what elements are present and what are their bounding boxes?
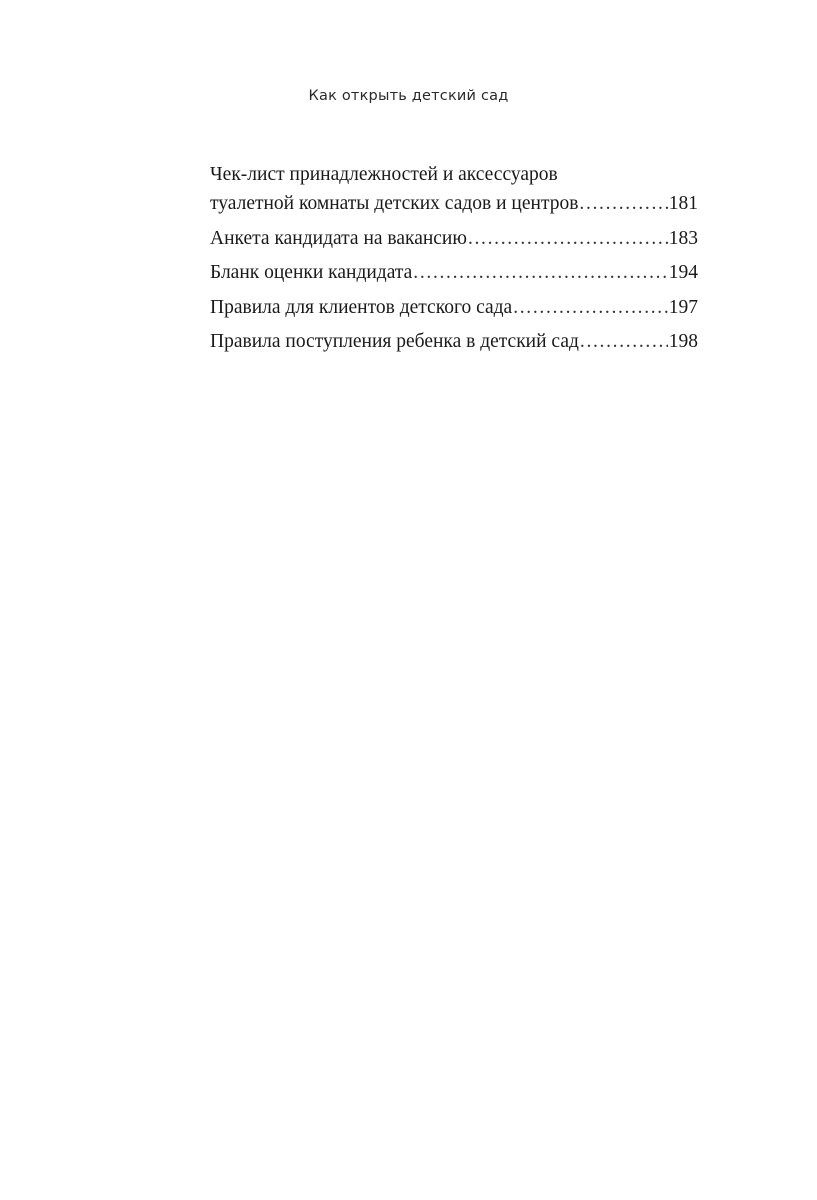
toc-entry-title: Анкета кандидата на вакансию <box>210 227 467 249</box>
toc-entry-page: 194 <box>668 262 698 283</box>
dot-leader <box>580 327 668 356</box>
toc-entry-page: 183 <box>668 227 698 249</box>
running-head: Как открыть детский сад <box>308 88 509 104</box>
toc-entry-title-line: Чек-лист принадлежностей и аксессуаров <box>210 164 558 185</box>
table-of-contents <box>210 160 698 362</box>
toc-entry-title: Правила поступления ребенка в детский сад <box>210 331 579 352</box>
toc-entry[interactable] <box>210 258 698 287</box>
toc-entry-title: Правила для клиентов детского сада <box>210 296 513 318</box>
dot-leader <box>468 224 668 253</box>
dot-leader <box>513 293 668 322</box>
toc-entry-page: 197 <box>668 296 698 318</box>
toc-entry-title: туалетной комнаты детских садов и центров <box>210 193 579 214</box>
toc-entry-page: 181 <box>668 193 698 214</box>
dot-leader <box>579 189 667 218</box>
toc-entry[interactable] <box>210 327 698 356</box>
toc-entry[interactable] <box>210 160 698 218</box>
toc-entry-title: Бланк оценки кандидата <box>210 262 413 283</box>
toc-entry-page: 198 <box>668 331 698 352</box>
toc-entry[interactable] <box>210 293 698 322</box>
toc-entry[interactable] <box>210 224 698 253</box>
dot-leader <box>413 258 667 287</box>
